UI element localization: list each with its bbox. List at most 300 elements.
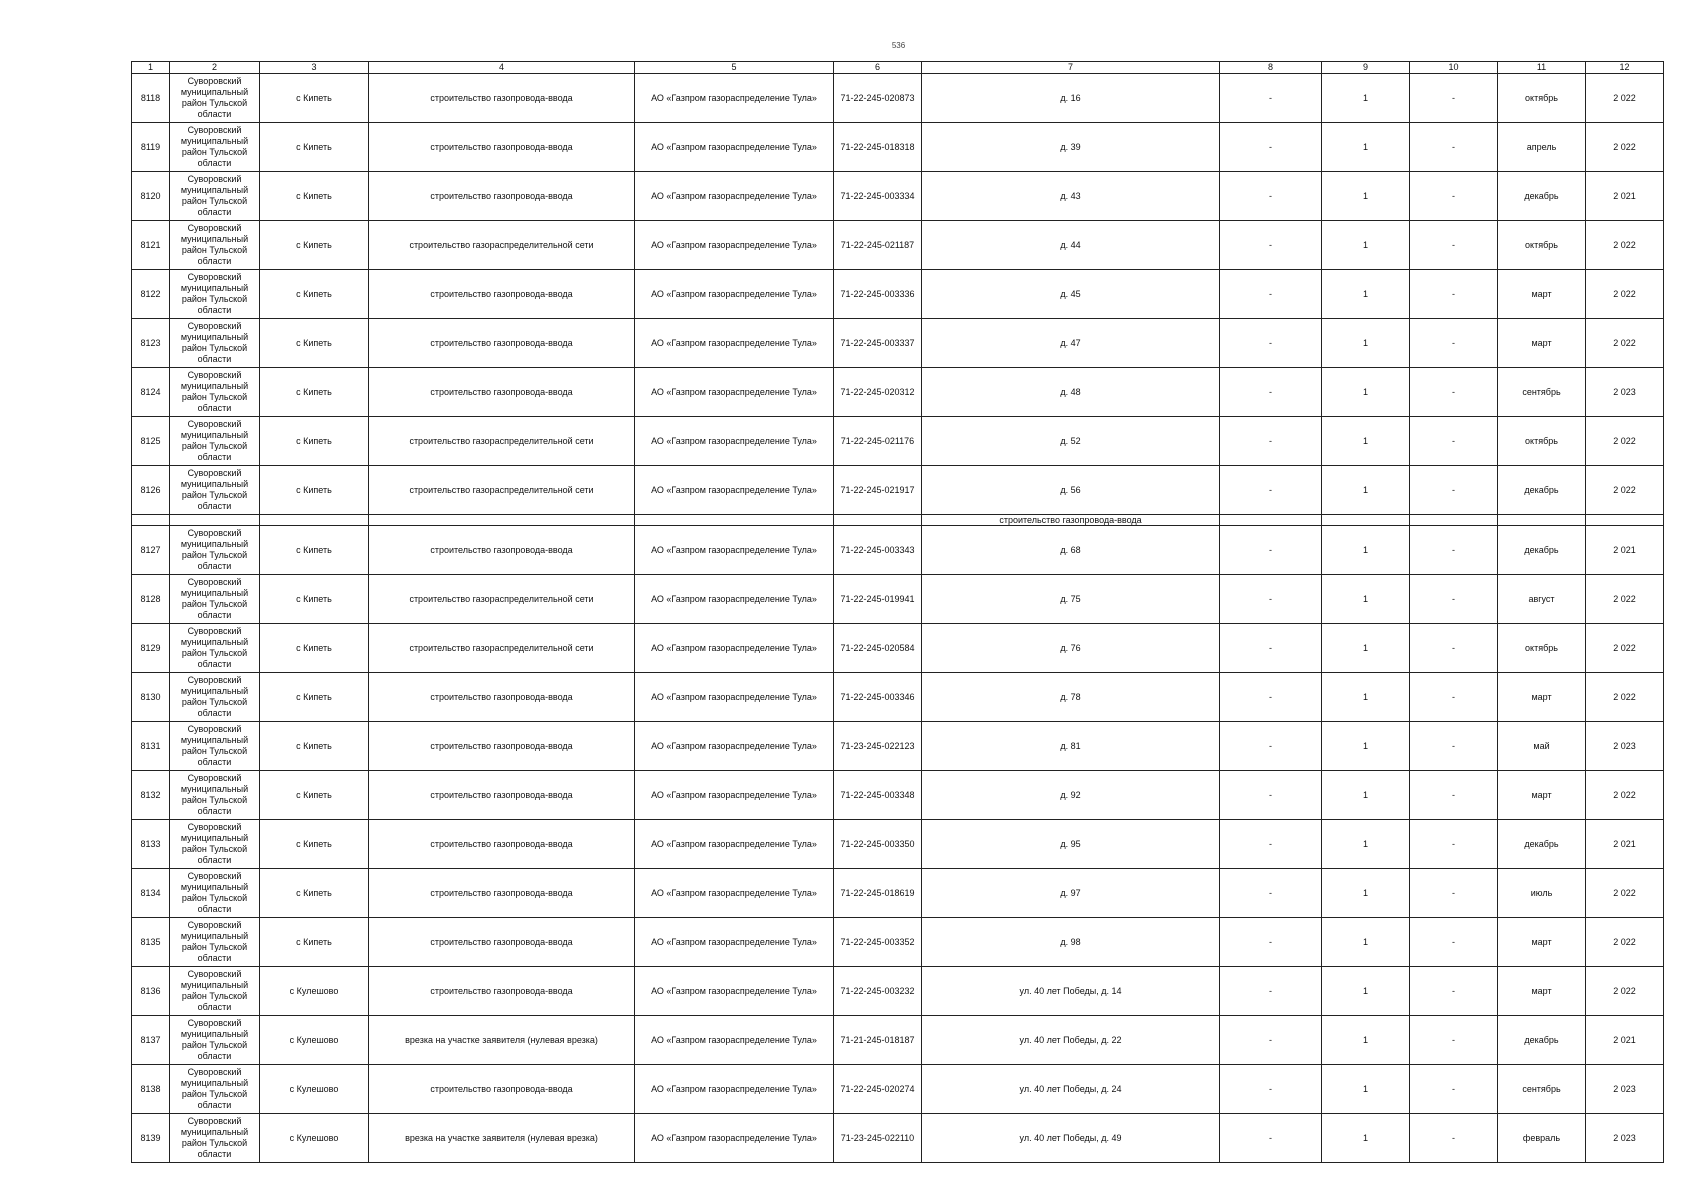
month-cell: декабрь <box>1498 1016 1586 1065</box>
district-cell: Суворовский муниципальный район Тульской области <box>170 967 260 1016</box>
address-cell: д. 78 <box>922 673 1220 722</box>
address-cell: д. 39 <box>922 123 1220 172</box>
separator-cell-empty <box>834 515 922 526</box>
application-code-cell: 71-22-245-003336 <box>834 270 922 319</box>
col10-cell: - <box>1410 466 1498 515</box>
work-type-cell: строительство газопровода-ввода <box>369 74 635 123</box>
year-cell: 2 023 <box>1586 1065 1664 1114</box>
work-type-cell: строительство газопровода-ввода <box>369 967 635 1016</box>
locality-cell: с Кипеть <box>260 123 369 172</box>
table-row <box>132 270 1664 319</box>
row-number-cell: 8128 <box>132 575 170 624</box>
organization-cell: АО «Газпром газораспределение Тула» <box>635 771 834 820</box>
locality-cell: с Кипеть <box>260 74 369 123</box>
row-number-cell: 8134 <box>132 869 170 918</box>
col10-cell: - <box>1410 74 1498 123</box>
column-header: 12 <box>1586 62 1664 74</box>
separator-cell-empty <box>170 515 260 526</box>
organization-cell: АО «Газпром газораспределение Тула» <box>635 417 834 466</box>
district-cell: Суворовский муниципальный район Тульской области <box>170 526 260 575</box>
separator-cell-empty <box>1586 515 1664 526</box>
application-code-cell: 71-22-245-003346 <box>834 673 922 722</box>
separator-group <box>132 515 1664 526</box>
work-type-cell: строительство газопровода-ввода <box>369 1065 635 1114</box>
row-number-cell: 8126 <box>132 466 170 515</box>
row-number-cell: 8119 <box>132 123 170 172</box>
table-row <box>132 1016 1664 1065</box>
locality-cell: с Кипеть <box>260 466 369 515</box>
row-number-cell: 8136 <box>132 967 170 1016</box>
district-cell: Суворовский муниципальный район Тульской области <box>170 771 260 820</box>
col10-cell: - <box>1410 123 1498 172</box>
month-cell: март <box>1498 319 1586 368</box>
district-cell: Суворовский муниципальный район Тульской области <box>170 722 260 771</box>
quantity-cell: 1 <box>1322 172 1410 221</box>
quantity-cell: 1 <box>1322 967 1410 1016</box>
application-code-cell: 71-22-245-018619 <box>834 869 922 918</box>
register-rows-after <box>132 526 1664 1163</box>
work-type-cell: строительство газопровода-ввода <box>369 918 635 967</box>
month-cell: октябрь <box>1498 74 1586 123</box>
locality-cell: с Кипеть <box>260 771 369 820</box>
row-number-cell: 8121 <box>132 221 170 270</box>
locality-cell: с Кипеть <box>260 624 369 673</box>
application-code-cell: 71-22-245-019941 <box>834 575 922 624</box>
quantity-cell: 1 <box>1322 1114 1410 1163</box>
application-code-cell: 71-22-245-003334 <box>834 172 922 221</box>
year-cell: 2 022 <box>1586 575 1664 624</box>
district-cell: Суворовский муниципальный район Тульской области <box>170 172 260 221</box>
application-code-cell: 71-22-245-020873 <box>834 74 922 123</box>
district-cell: Суворовский муниципальный район Тульской области <box>170 624 260 673</box>
quantity-cell: 1 <box>1322 575 1410 624</box>
col10-cell: - <box>1410 918 1498 967</box>
application-code-cell: 71-22-245-003337 <box>834 319 922 368</box>
row-number-cell: 8122 <box>132 270 170 319</box>
district-cell: Суворовский муниципальный район Тульской области <box>170 123 260 172</box>
address-cell: д. 95 <box>922 820 1220 869</box>
column-header: 3 <box>260 62 369 74</box>
col8-cell: - <box>1220 967 1322 1016</box>
col8-cell: - <box>1220 123 1322 172</box>
application-code-cell: 71-22-245-003352 <box>834 918 922 967</box>
application-code-cell: 71-23-245-022123 <box>834 722 922 771</box>
column-numbers-row <box>132 62 1664 74</box>
quantity-cell: 1 <box>1322 1016 1410 1065</box>
column-header: 5 <box>635 62 834 74</box>
locality-cell: с Кипеть <box>260 172 369 221</box>
application-code-cell: 71-22-245-003350 <box>834 820 922 869</box>
separator-cell-empty <box>260 515 369 526</box>
month-cell: декабрь <box>1498 820 1586 869</box>
work-type-cell: строительство газопровода-ввода <box>369 172 635 221</box>
address-cell: д. 75 <box>922 575 1220 624</box>
address-cell: д. 16 <box>922 74 1220 123</box>
table-row <box>132 722 1664 771</box>
table-row <box>132 918 1664 967</box>
year-cell: 2 023 <box>1586 368 1664 417</box>
work-type-cell: строительство газораспределительной сети <box>369 575 635 624</box>
column-header: 8 <box>1220 62 1322 74</box>
col10-cell: - <box>1410 1065 1498 1114</box>
column-header: 11 <box>1498 62 1586 74</box>
table-row <box>132 624 1664 673</box>
address-cell: ул. 40 лет Победы, д. 14 <box>922 967 1220 1016</box>
row-number-cell: 8127 <box>132 526 170 575</box>
gasification-register-table <box>131 61 1664 1163</box>
district-cell: Суворовский муниципальный район Тульской области <box>170 575 260 624</box>
col8-cell: - <box>1220 1016 1322 1065</box>
district-cell: Суворовский муниципальный район Тульской области <box>170 820 260 869</box>
column-header: 7 <box>922 62 1220 74</box>
organization-cell: АО «Газпром газораспределение Тула» <box>635 172 834 221</box>
quantity-cell: 1 <box>1322 1065 1410 1114</box>
col10-cell: - <box>1410 270 1498 319</box>
year-cell: 2 022 <box>1586 967 1664 1016</box>
address-cell: д. 44 <box>922 221 1220 270</box>
year-cell: 2 022 <box>1586 74 1664 123</box>
row-number-cell: 8120 <box>132 172 170 221</box>
quantity-cell: 1 <box>1322 918 1410 967</box>
table-row <box>132 1065 1664 1114</box>
address-cell: д. 98 <box>922 918 1220 967</box>
locality-cell: с Кипеть <box>260 673 369 722</box>
application-code-cell: 71-22-245-021176 <box>834 417 922 466</box>
district-cell: Суворовский муниципальный район Тульской области <box>170 270 260 319</box>
quantity-cell: 1 <box>1322 368 1410 417</box>
col10-cell: - <box>1410 575 1498 624</box>
col10-cell: - <box>1410 368 1498 417</box>
separator-cell-empty <box>1322 515 1410 526</box>
month-cell: август <box>1498 575 1586 624</box>
col8-cell: - <box>1220 1114 1322 1163</box>
work-type-cell: строительство газопровода-ввода <box>369 673 635 722</box>
separator-cell-empty <box>369 515 635 526</box>
work-type-cell: строительство газопровода-ввода <box>369 368 635 417</box>
organization-cell: АО «Газпром газораспределение Тула» <box>635 368 834 417</box>
month-cell: март <box>1498 771 1586 820</box>
col10-cell: - <box>1410 1114 1498 1163</box>
table-row <box>132 575 1664 624</box>
locality-cell: с Кипеть <box>260 722 369 771</box>
month-cell: декабрь <box>1498 526 1586 575</box>
col10-cell: - <box>1410 673 1498 722</box>
year-cell: 2 021 <box>1586 820 1664 869</box>
address-cell: д. 76 <box>922 624 1220 673</box>
organization-cell: АО «Газпром газораспределение Тула» <box>635 1065 834 1114</box>
col8-cell: - <box>1220 1065 1322 1114</box>
work-type-cell: строительство газопровода-ввода <box>369 319 635 368</box>
work-type-cell: врезка на участке заявителя (нулевая врезка) <box>369 1114 635 1163</box>
locality-cell: с Кипеть <box>260 869 369 918</box>
column-header: 4 <box>369 62 635 74</box>
column-header: 6 <box>834 62 922 74</box>
month-cell: октябрь <box>1498 221 1586 270</box>
register-rows-before <box>132 74 1664 515</box>
year-cell: 2 023 <box>1586 1114 1664 1163</box>
address-cell: д. 92 <box>922 771 1220 820</box>
col8-cell: - <box>1220 673 1322 722</box>
row-number-cell: 8125 <box>132 417 170 466</box>
col10-cell: - <box>1410 869 1498 918</box>
year-cell: 2 021 <box>1586 172 1664 221</box>
year-cell: 2 022 <box>1586 771 1664 820</box>
month-cell: декабрь <box>1498 466 1586 515</box>
work-type-cell: строительство газопровода-ввода <box>369 869 635 918</box>
month-cell: декабрь <box>1498 172 1586 221</box>
quantity-cell: 1 <box>1322 417 1410 466</box>
row-number-cell: 8139 <box>132 1114 170 1163</box>
separator-cell-empty <box>132 515 170 526</box>
district-cell: Суворовский муниципальный район Тульской области <box>170 368 260 417</box>
column-header: 1 <box>132 62 170 74</box>
application-code-cell: 71-22-245-020312 <box>834 368 922 417</box>
col8-cell: - <box>1220 172 1322 221</box>
organization-cell: АО «Газпром газораспределение Тула» <box>635 624 834 673</box>
col8-cell: - <box>1220 221 1322 270</box>
locality-cell: с Кипеть <box>260 575 369 624</box>
month-cell: март <box>1498 967 1586 1016</box>
separator-label: строительство газопровода-ввода <box>922 515 1220 526</box>
row-number-cell: 8137 <box>132 1016 170 1065</box>
quantity-cell: 1 <box>1322 624 1410 673</box>
district-cell: Суворовский муниципальный район Тульской области <box>170 417 260 466</box>
month-cell: март <box>1498 673 1586 722</box>
address-cell: д. 56 <box>922 466 1220 515</box>
row-number-cell: 8135 <box>132 918 170 967</box>
year-cell: 2 022 <box>1586 417 1664 466</box>
organization-cell: АО «Газпром газораспределение Тула» <box>635 869 834 918</box>
table-row <box>132 74 1664 123</box>
separator-row <box>132 515 1664 526</box>
district-cell: Суворовский муниципальный район Тульской области <box>170 869 260 918</box>
application-code-cell: 71-22-245-003343 <box>834 526 922 575</box>
application-code-cell: 71-22-245-021187 <box>834 221 922 270</box>
organization-cell: АО «Газпром газораспределение Тула» <box>635 123 834 172</box>
quantity-cell: 1 <box>1322 123 1410 172</box>
table-row <box>132 221 1664 270</box>
address-cell: ул. 40 лет Победы, д. 22 <box>922 1016 1220 1065</box>
organization-cell: АО «Газпром газораспределение Тула» <box>635 1016 834 1065</box>
district-cell: Суворовский муниципальный район Тульской области <box>170 466 260 515</box>
year-cell: 2 022 <box>1586 869 1664 918</box>
table-row <box>132 319 1664 368</box>
table-row <box>132 771 1664 820</box>
col8-cell: - <box>1220 869 1322 918</box>
address-cell: д. 81 <box>922 722 1220 771</box>
col10-cell: - <box>1410 967 1498 1016</box>
work-type-cell: строительство газопровода-ввода <box>369 526 635 575</box>
table-row <box>132 673 1664 722</box>
col8-cell: - <box>1220 319 1322 368</box>
month-cell: апрель <box>1498 123 1586 172</box>
row-number-cell: 8129 <box>132 624 170 673</box>
organization-cell: АО «Газпром газораспределение Тула» <box>635 575 834 624</box>
address-cell: д. 48 <box>922 368 1220 417</box>
quantity-cell: 1 <box>1322 869 1410 918</box>
work-type-cell: строительство газораспределительной сети <box>369 221 635 270</box>
application-code-cell: 71-22-245-018318 <box>834 123 922 172</box>
work-type-cell: строительство газопровода-ввода <box>369 270 635 319</box>
col8-cell: - <box>1220 466 1322 515</box>
work-type-cell: врезка на участке заявителя (нулевая врезка) <box>369 1016 635 1065</box>
month-cell: март <box>1498 918 1586 967</box>
organization-cell: АО «Газпром газораспределение Тула» <box>635 967 834 1016</box>
table-row <box>132 526 1664 575</box>
organization-cell: АО «Газпром газораспределение Тула» <box>635 722 834 771</box>
address-cell: ул. 40 лет Победы, д. 49 <box>922 1114 1220 1163</box>
organization-cell: АО «Газпром газораспределение Тула» <box>635 74 834 123</box>
row-number-cell: 8130 <box>132 673 170 722</box>
address-cell: ул. 40 лет Победы, д. 24 <box>922 1065 1220 1114</box>
district-cell: Суворовский муниципальный район Тульской области <box>170 74 260 123</box>
locality-cell: с Кулешово <box>260 1065 369 1114</box>
col10-cell: - <box>1410 722 1498 771</box>
locality-cell: с Кипеть <box>260 526 369 575</box>
col8-cell: - <box>1220 74 1322 123</box>
col8-cell: - <box>1220 417 1322 466</box>
district-cell: Суворовский муниципальный район Тульской области <box>170 918 260 967</box>
table-row <box>132 417 1664 466</box>
organization-cell: АО «Газпром газораспределение Тула» <box>635 673 834 722</box>
year-cell: 2 022 <box>1586 918 1664 967</box>
year-cell: 2 022 <box>1586 123 1664 172</box>
separator-cell-empty <box>635 515 834 526</box>
address-cell: д. 45 <box>922 270 1220 319</box>
col8-cell: - <box>1220 624 1322 673</box>
row-number-cell: 8138 <box>132 1065 170 1114</box>
col8-cell: - <box>1220 368 1322 417</box>
work-type-cell: строительство газораспределительной сети <box>369 624 635 673</box>
col10-cell: - <box>1410 526 1498 575</box>
work-type-cell: строительство газораспределительной сети <box>369 417 635 466</box>
col8-cell: - <box>1220 270 1322 319</box>
col8-cell: - <box>1220 526 1322 575</box>
organization-cell: АО «Газпром газораспределение Тула» <box>635 319 834 368</box>
quantity-cell: 1 <box>1322 722 1410 771</box>
locality-cell: с Кипеть <box>260 221 369 270</box>
row-number-cell: 8124 <box>132 368 170 417</box>
organization-cell: АО «Газпром газораспределение Тула» <box>635 1114 834 1163</box>
district-cell: Суворовский муниципальный район Тульской области <box>170 319 260 368</box>
month-cell: июль <box>1498 869 1586 918</box>
application-code-cell: 71-21-245-018187 <box>834 1016 922 1065</box>
year-cell: 2 023 <box>1586 722 1664 771</box>
organization-cell: АО «Газпром газораспределение Тула» <box>635 466 834 515</box>
col10-cell: - <box>1410 319 1498 368</box>
quantity-cell: 1 <box>1322 221 1410 270</box>
row-number-cell: 8132 <box>132 771 170 820</box>
year-cell: 2 021 <box>1586 1016 1664 1065</box>
month-cell: сентябрь <box>1498 1065 1586 1114</box>
table-row <box>132 820 1664 869</box>
application-code-cell: 71-22-245-003348 <box>834 771 922 820</box>
separator-cell-empty <box>1498 515 1586 526</box>
row-number-cell: 8133 <box>132 820 170 869</box>
quantity-cell: 1 <box>1322 673 1410 722</box>
district-cell: Суворовский муниципальный район Тульской области <box>170 1016 260 1065</box>
table-row <box>132 967 1664 1016</box>
address-cell: д. 47 <box>922 319 1220 368</box>
table-row <box>132 466 1664 515</box>
col10-cell: - <box>1410 172 1498 221</box>
col8-cell: - <box>1220 722 1322 771</box>
locality-cell: с Кипеть <box>260 368 369 417</box>
month-cell: октябрь <box>1498 624 1586 673</box>
year-cell: 2 022 <box>1586 319 1664 368</box>
table-row <box>132 869 1664 918</box>
work-type-cell: строительство газопровода-ввода <box>369 820 635 869</box>
month-cell: май <box>1498 722 1586 771</box>
separator-cell-empty <box>1220 515 1322 526</box>
organization-cell: АО «Газпром газораспределение Тула» <box>635 918 834 967</box>
column-header: 9 <box>1322 62 1410 74</box>
separator-cell-empty <box>1410 515 1498 526</box>
year-cell: 2 022 <box>1586 466 1664 515</box>
work-type-cell: строительство газопровода-ввода <box>369 123 635 172</box>
locality-cell: с Кипеть <box>260 319 369 368</box>
col10-cell: - <box>1410 221 1498 270</box>
organization-cell: АО «Газпром газораспределение Тула» <box>635 221 834 270</box>
application-code-cell: 71-22-245-003232 <box>834 967 922 1016</box>
quantity-cell: 1 <box>1322 270 1410 319</box>
application-code-cell: 71-22-245-020274 <box>834 1065 922 1114</box>
year-cell: 2 021 <box>1586 526 1664 575</box>
quantity-cell: 1 <box>1322 74 1410 123</box>
column-header: 10 <box>1410 62 1498 74</box>
district-cell: Суворовский муниципальный район Тульской области <box>170 673 260 722</box>
year-cell: 2 022 <box>1586 624 1664 673</box>
district-cell: Суворовский муниципальный район Тульской области <box>170 221 260 270</box>
quantity-cell: 1 <box>1322 820 1410 869</box>
table-row <box>132 123 1664 172</box>
table-row <box>132 1114 1664 1163</box>
month-cell: октябрь <box>1498 417 1586 466</box>
col8-cell: - <box>1220 575 1322 624</box>
work-type-cell: строительство газопровода-ввода <box>369 722 635 771</box>
district-cell: Суворовский муниципальный район Тульской области <box>170 1065 260 1114</box>
quantity-cell: 1 <box>1322 319 1410 368</box>
locality-cell: с Кулешово <box>260 1016 369 1065</box>
address-cell: д. 68 <box>922 526 1220 575</box>
application-code-cell: 71-22-245-021917 <box>834 466 922 515</box>
col10-cell: - <box>1410 417 1498 466</box>
col8-cell: - <box>1220 820 1322 869</box>
locality-cell: с Кипеть <box>260 270 369 319</box>
locality-cell: с Кипеть <box>260 820 369 869</box>
row-number-cell: 8118 <box>132 74 170 123</box>
col8-cell: - <box>1220 918 1322 967</box>
month-cell: февраль <box>1498 1114 1586 1163</box>
year-cell: 2 022 <box>1586 270 1664 319</box>
quantity-cell: 1 <box>1322 526 1410 575</box>
col10-cell: - <box>1410 820 1498 869</box>
organization-cell: АО «Газпром газораспределение Тула» <box>635 526 834 575</box>
page-number: 536 <box>891 41 906 50</box>
application-code-cell: 71-22-245-020584 <box>834 624 922 673</box>
table-row <box>132 172 1664 221</box>
locality-cell: с Кулешово <box>260 1114 369 1163</box>
application-code-cell: 71-23-245-022110 <box>834 1114 922 1163</box>
quantity-cell: 1 <box>1322 771 1410 820</box>
year-cell: 2 022 <box>1586 221 1664 270</box>
work-type-cell: строительство газораспределительной сети <box>369 466 635 515</box>
address-cell: д. 52 <box>922 417 1220 466</box>
column-header: 2 <box>170 62 260 74</box>
quantity-cell: 1 <box>1322 466 1410 515</box>
row-number-cell: 8123 <box>132 319 170 368</box>
locality-cell: с Кулешово <box>260 967 369 1016</box>
